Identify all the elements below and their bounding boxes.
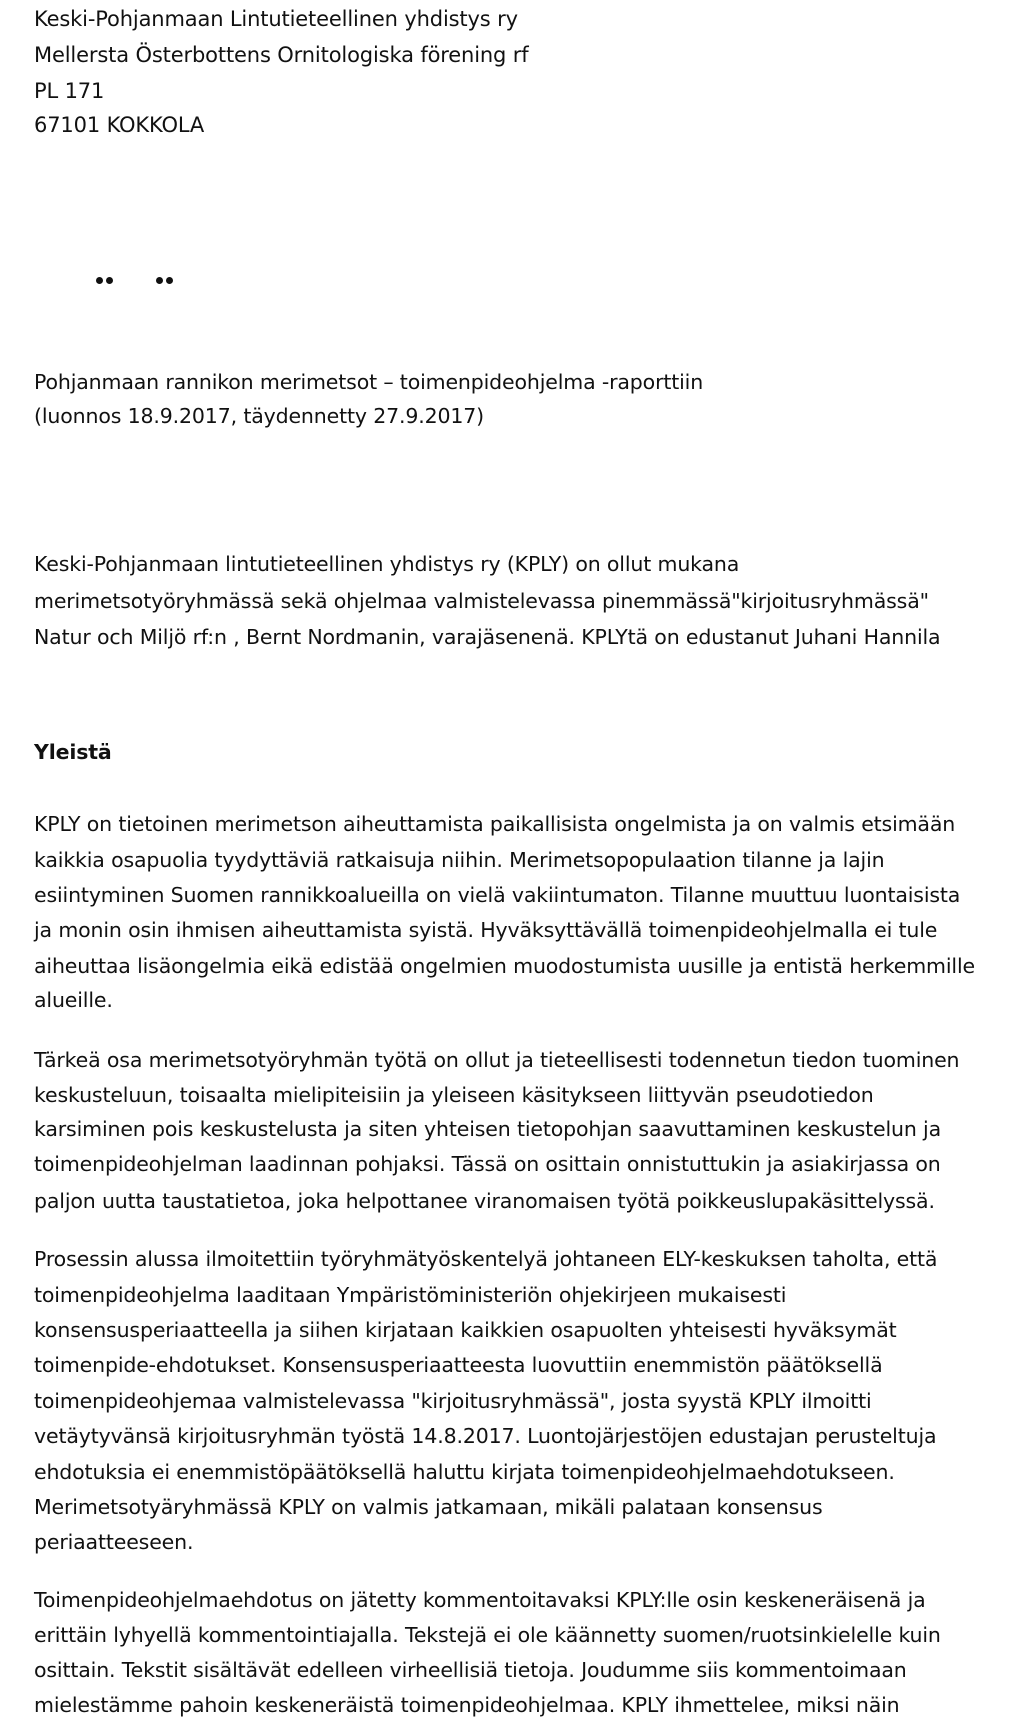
paragraph-line: erittäin lyhyellä kommentointiajalla. Tekstejä ei ole käännetty suomen/ruotsinkielelle kuin [34, 1623, 941, 1647]
paragraph-line: Natur och Miljö rf:n , Bernt Nordmanin, varajäsenenä. KPLYtä on edustanut Juhani Hannila [34, 625, 941, 649]
paragraph-line: toimenpideohjelma laaditaan Ympäristöministeriön ohjekirjeen mukaisesti [34, 1283, 787, 1307]
paragraph-line: Tärkeä osa merimetsotyöryhmän työtä on ollut ja tieteellisesti todennetun tiedon tuominen [34, 1048, 960, 1072]
paragraph-line: aiheuttaa lisäongelmia eikä edistää ongelmien muodostumista uusille ja entistä herkemmille [34, 954, 975, 978]
paragraph-line: toimenpide-ehdotukset. Konsensusperiaatteesta luovuttiin enemmistön päätöksellä [34, 1353, 883, 1377]
sender-line: PL 171 [34, 79, 105, 103]
paragraph-line: Prosessin alussa ilmoitettiin työryhmätyöskentelyä johtaneen ELY-keskuksen taholta, että [34, 1247, 938, 1271]
sender-line: 67101 KOKKOLA [34, 113, 205, 137]
subject-line: Pohjanmaan rannikon merimetsot – toimenpideohjelma -raporttiin [34, 370, 704, 394]
paragraph-line: paljon uutta taustatietoa, joka helpottanee viranomaisen työtä poikkeuslupakäsittelyssä. [34, 1189, 935, 1213]
section-heading: Yleistä [34, 740, 112, 764]
paragraph-line: mielestämme pahoin keskeneräistä toimenpideohjelmaa. KPLY ihmettelee, miksi näin [34, 1693, 900, 1717]
paragraph-line: kaikkia osapuolia tyydyttäviä ratkaisuja niihin. Merimetsopopulaation tilanne ja lajin [34, 848, 885, 872]
paragraph-line: merimetsotyöryhmässä sekä ohjelmaa valmistelevassa pinemmässä"kirjoitusryhmässä" [34, 589, 929, 613]
paragraph-line: KPLY on tietoinen merimetson aiheuttamista paikallisista ongelmista ja on valmis etsimään [34, 812, 956, 836]
sender-line: Mellersta Österbottens Ornitologiska förening rf [34, 43, 529, 67]
paragraph-line: toimenpideohjemaa valmistelevassa "kirjoitusryhmässä", josta syystä KPLY ilmoitti [34, 1389, 872, 1413]
paragraph-line: vetäytyvänsä kirjoitusryhmän työstä 14.8.2017. Luontojärjestöjen edustajan perusteltuja [34, 1424, 937, 1448]
paragraph-line: ehdotuksia ei enemmistöpäätöksellä haluttu kirjata toimenpideohjelmaehdotukseen. [34, 1460, 895, 1484]
paragraph-line: Toimenpideohjelmaehdotus on jätetty kommentoitavaksi KPLY:lle osin keskeneräisenä ja [34, 1588, 926, 1612]
sender-line: Keski-Pohjanmaan Lintutieteellinen yhdistys ry [34, 7, 518, 31]
paragraph-line: karsiminen pois keskustelusta ja siten yhteisen tietopohjan saavuttaminen keskustelun ja [34, 1117, 942, 1141]
paragraph-line: alueille. [34, 988, 113, 1012]
subject-line: (luonnos 18.9.2017, täydennetty 27.9.2017) [34, 404, 485, 428]
paragraph-line: ja monin osin ihmisen aiheuttamista syistä. Hyväksyttävällä toimenpideohjelmalla ei tule [34, 918, 938, 942]
paragraph-line: osittain. Tekstit sisältävät edelleen virheellisiä tietoja. Joudumme siis kommentoimaan [34, 1658, 907, 1682]
paragraph-line: Keski-Pohjanmaan lintutieteellinen yhdistys ry (KPLY) on ollut mukana [34, 552, 740, 576]
paragraph-line: konsensusperiaatteella ja siihen kirjataan kaikkien osapuolten yhteisesti hyväksymät [34, 1318, 897, 1342]
paragraph-line: esiintyminen Suomen rannikkoalueilla on vielä vakiintumaton. Tilanne muuttuu luontaisista [34, 883, 961, 907]
redacted-marks [96, 270, 196, 290]
paragraph-line: Merimetsotyäryhmässä KPLY on valmis jatkamaan, mikäli palataan konsensus [34, 1495, 823, 1519]
paragraph-line: periaatteeseen. [34, 1530, 194, 1554]
paragraph-line: toimenpideohjelman laadinnan pohjaksi. Tässä on osittain onnistuttukin ja asiakirjassa on [34, 1152, 941, 1176]
paragraph-line: keskusteluun, toisaalta mielipiteisiin ja yleiseen käsitykseen liittyvän pseudotiedon [34, 1083, 874, 1107]
